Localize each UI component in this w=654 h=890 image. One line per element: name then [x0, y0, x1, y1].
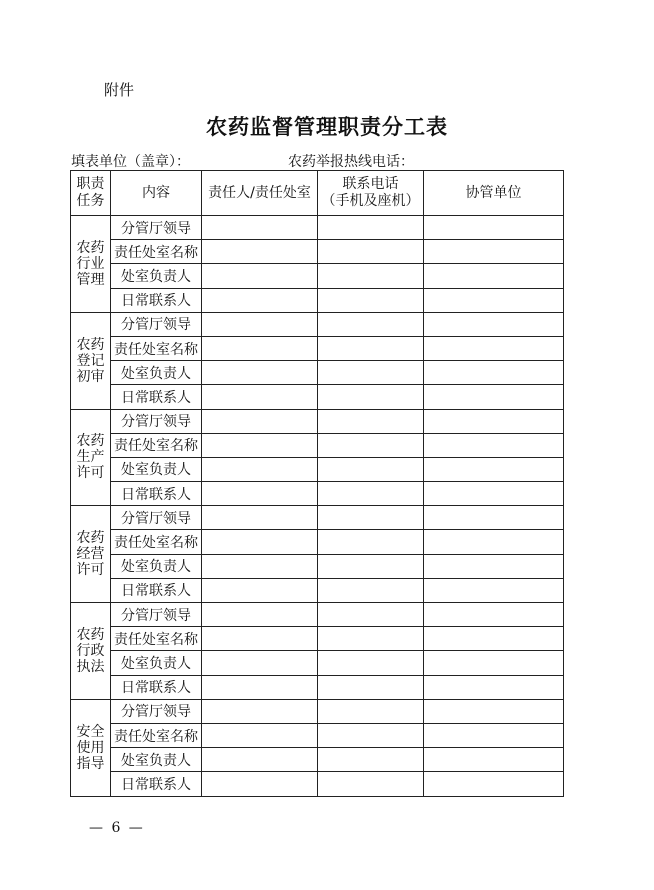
- responsible-cell: [202, 651, 318, 675]
- task-cell: [71, 603, 111, 700]
- co-unit-cell: [424, 482, 564, 506]
- header-contact-line2: （手机及座机）: [321, 193, 420, 209]
- responsible-cell: [202, 554, 318, 578]
- task-cell: [71, 312, 111, 409]
- table-row: [71, 675, 564, 699]
- co-unit-cell: [424, 409, 564, 433]
- co-unit-cell: [424, 457, 564, 481]
- content-cell: 责任处室名称: [111, 336, 202, 360]
- task-cell: [71, 506, 111, 603]
- contact-cell: [318, 457, 424, 481]
- responsible-cell: [202, 699, 318, 723]
- table-row: [71, 240, 564, 264]
- table-row: [71, 627, 564, 651]
- contact-cell: [318, 603, 424, 627]
- table-row: [71, 433, 564, 457]
- co-unit-cell: [424, 554, 564, 578]
- content-cell: 分管厅领导: [111, 506, 202, 530]
- content-cell: 日常联系人: [111, 482, 202, 506]
- co-unit-cell: [424, 748, 564, 772]
- responsible-cell: [202, 288, 318, 312]
- co-unit-cell: [424, 675, 564, 699]
- header-content: 内容: [111, 171, 202, 216]
- responsible-cell: [202, 385, 318, 409]
- contact-cell: [318, 699, 424, 723]
- table-row: [71, 554, 564, 578]
- responsible-cell: [202, 216, 318, 240]
- content-cell: 责任处室名称: [111, 530, 202, 554]
- responsible-cell: [202, 748, 318, 772]
- content-cell: 责任处室名称: [111, 433, 202, 457]
- responsible-cell: [202, 530, 318, 554]
- table-row: [71, 482, 564, 506]
- table-row: [71, 699, 564, 723]
- content-cell: 处室负责人: [111, 554, 202, 578]
- contact-cell: [318, 772, 424, 796]
- content-cell: 处室负责人: [111, 651, 202, 675]
- responsible-cell: [202, 336, 318, 360]
- content-cell: 分管厅领导: [111, 216, 202, 240]
- duty-table: [70, 170, 564, 797]
- hotline-label: 农药举报热线电话：: [288, 154, 414, 170]
- contact-cell: [318, 627, 424, 651]
- table-row: [71, 506, 564, 530]
- contact-cell: [318, 530, 424, 554]
- table-row: [71, 530, 564, 554]
- co-unit-cell: [424, 336, 564, 360]
- header-responsible: 责任人/责任处室: [202, 171, 318, 216]
- table-body: [71, 216, 564, 797]
- header-contact: [318, 171, 424, 216]
- responsible-cell: [202, 409, 318, 433]
- content-cell: 日常联系人: [111, 288, 202, 312]
- header-task-line2: 任务: [76, 193, 105, 209]
- responsible-cell: [202, 433, 318, 457]
- table-row: [71, 385, 564, 409]
- responsible-cell: [202, 603, 318, 627]
- contact-cell: [318, 578, 424, 602]
- table-row: [71, 336, 564, 360]
- responsible-cell: [202, 723, 318, 747]
- content-cell: 分管厅领导: [111, 699, 202, 723]
- task-cell: [71, 699, 111, 796]
- co-unit-cell: [424, 216, 564, 240]
- attachment-label: 附件: [104, 81, 135, 99]
- content-cell: 日常联系人: [111, 772, 202, 796]
- contact-cell: [318, 506, 424, 530]
- task-label: 农药行业管理: [76, 239, 105, 288]
- co-unit-cell: [424, 433, 564, 457]
- header-contact-line1: 联系电话: [342, 176, 399, 192]
- responsible-cell: [202, 772, 318, 796]
- co-unit-cell: [424, 627, 564, 651]
- header-co-unit: 协管单位: [424, 171, 564, 216]
- contact-cell: [318, 482, 424, 506]
- contact-cell: [318, 264, 424, 288]
- responsible-cell: [202, 578, 318, 602]
- responsible-cell: [202, 240, 318, 264]
- responsible-cell: [202, 361, 318, 385]
- contact-cell: [318, 216, 424, 240]
- table-row: [71, 603, 564, 627]
- content-cell: 处室负责人: [111, 361, 202, 385]
- table-row: [71, 216, 564, 240]
- content-cell: 责任处室名称: [111, 627, 202, 651]
- content-cell: 日常联系人: [111, 675, 202, 699]
- table-row: [71, 264, 564, 288]
- responsible-cell: [202, 482, 318, 506]
- co-unit-cell: [424, 530, 564, 554]
- table-header-row: [71, 171, 564, 216]
- co-unit-cell: [424, 578, 564, 602]
- table-row: [71, 288, 564, 312]
- table-row: [71, 651, 564, 675]
- header-task: [71, 171, 111, 216]
- contact-cell: [318, 651, 424, 675]
- contact-cell: [318, 240, 424, 264]
- co-unit-cell: [424, 699, 564, 723]
- content-cell: 分管厅领导: [111, 312, 202, 336]
- content-cell: 日常联系人: [111, 385, 202, 409]
- content-cell: 处室负责人: [111, 457, 202, 481]
- contact-cell: [318, 554, 424, 578]
- document-title: 农药监督管理职责分工表: [206, 114, 448, 139]
- content-cell: 责任处室名称: [111, 240, 202, 264]
- responsible-cell: [202, 627, 318, 651]
- co-unit-cell: [424, 361, 564, 385]
- responsible-cell: [202, 457, 318, 481]
- content-cell: 处室负责人: [111, 264, 202, 288]
- contact-cell: [318, 675, 424, 699]
- co-unit-cell: [424, 603, 564, 627]
- co-unit-cell: [424, 385, 564, 409]
- responsible-cell: [202, 506, 318, 530]
- table-row: [71, 772, 564, 796]
- content-cell: 日常联系人: [111, 578, 202, 602]
- contact-cell: [318, 361, 424, 385]
- task-cell: [71, 409, 111, 506]
- task-label: 农药登记初审: [76, 336, 105, 385]
- task-cell: [71, 216, 111, 313]
- header-task-line1: 职责: [76, 176, 105, 192]
- co-unit-cell: [424, 506, 564, 530]
- responsible-cell: [202, 312, 318, 336]
- content-cell: 分管厅领导: [111, 409, 202, 433]
- co-unit-cell: [424, 264, 564, 288]
- fill-unit-label: 填表单位（盖章）：: [71, 154, 190, 170]
- contact-cell: [318, 409, 424, 433]
- content-cell: 责任处室名称: [111, 723, 202, 747]
- contact-cell: [318, 723, 424, 747]
- responsible-cell: [202, 675, 318, 699]
- table-row: [71, 312, 564, 336]
- table-row: [71, 409, 564, 433]
- contact-cell: [318, 748, 424, 772]
- task-label: 农药生产许可: [76, 433, 105, 482]
- table-row: [71, 361, 564, 385]
- table-row: [71, 723, 564, 747]
- contact-cell: [318, 288, 424, 312]
- contact-cell: [318, 385, 424, 409]
- task-label: 农药经营许可: [76, 530, 105, 579]
- content-cell: 处室负责人: [111, 748, 202, 772]
- responsible-cell: [202, 264, 318, 288]
- page-number: — 6 —: [89, 820, 145, 836]
- co-unit-cell: [424, 288, 564, 312]
- co-unit-cell: [424, 772, 564, 796]
- table-row: [71, 457, 564, 481]
- content-cell: 分管厅领导: [111, 603, 202, 627]
- co-unit-cell: [424, 723, 564, 747]
- co-unit-cell: [424, 240, 564, 264]
- contact-cell: [318, 433, 424, 457]
- table-row: [71, 748, 564, 772]
- table-row: [71, 578, 564, 602]
- co-unit-cell: [424, 312, 564, 336]
- contact-cell: [318, 312, 424, 336]
- task-label: 农药行政执法: [76, 626, 105, 675]
- contact-cell: [318, 336, 424, 360]
- task-label: 安全使用指导: [76, 723, 105, 772]
- co-unit-cell: [424, 651, 564, 675]
